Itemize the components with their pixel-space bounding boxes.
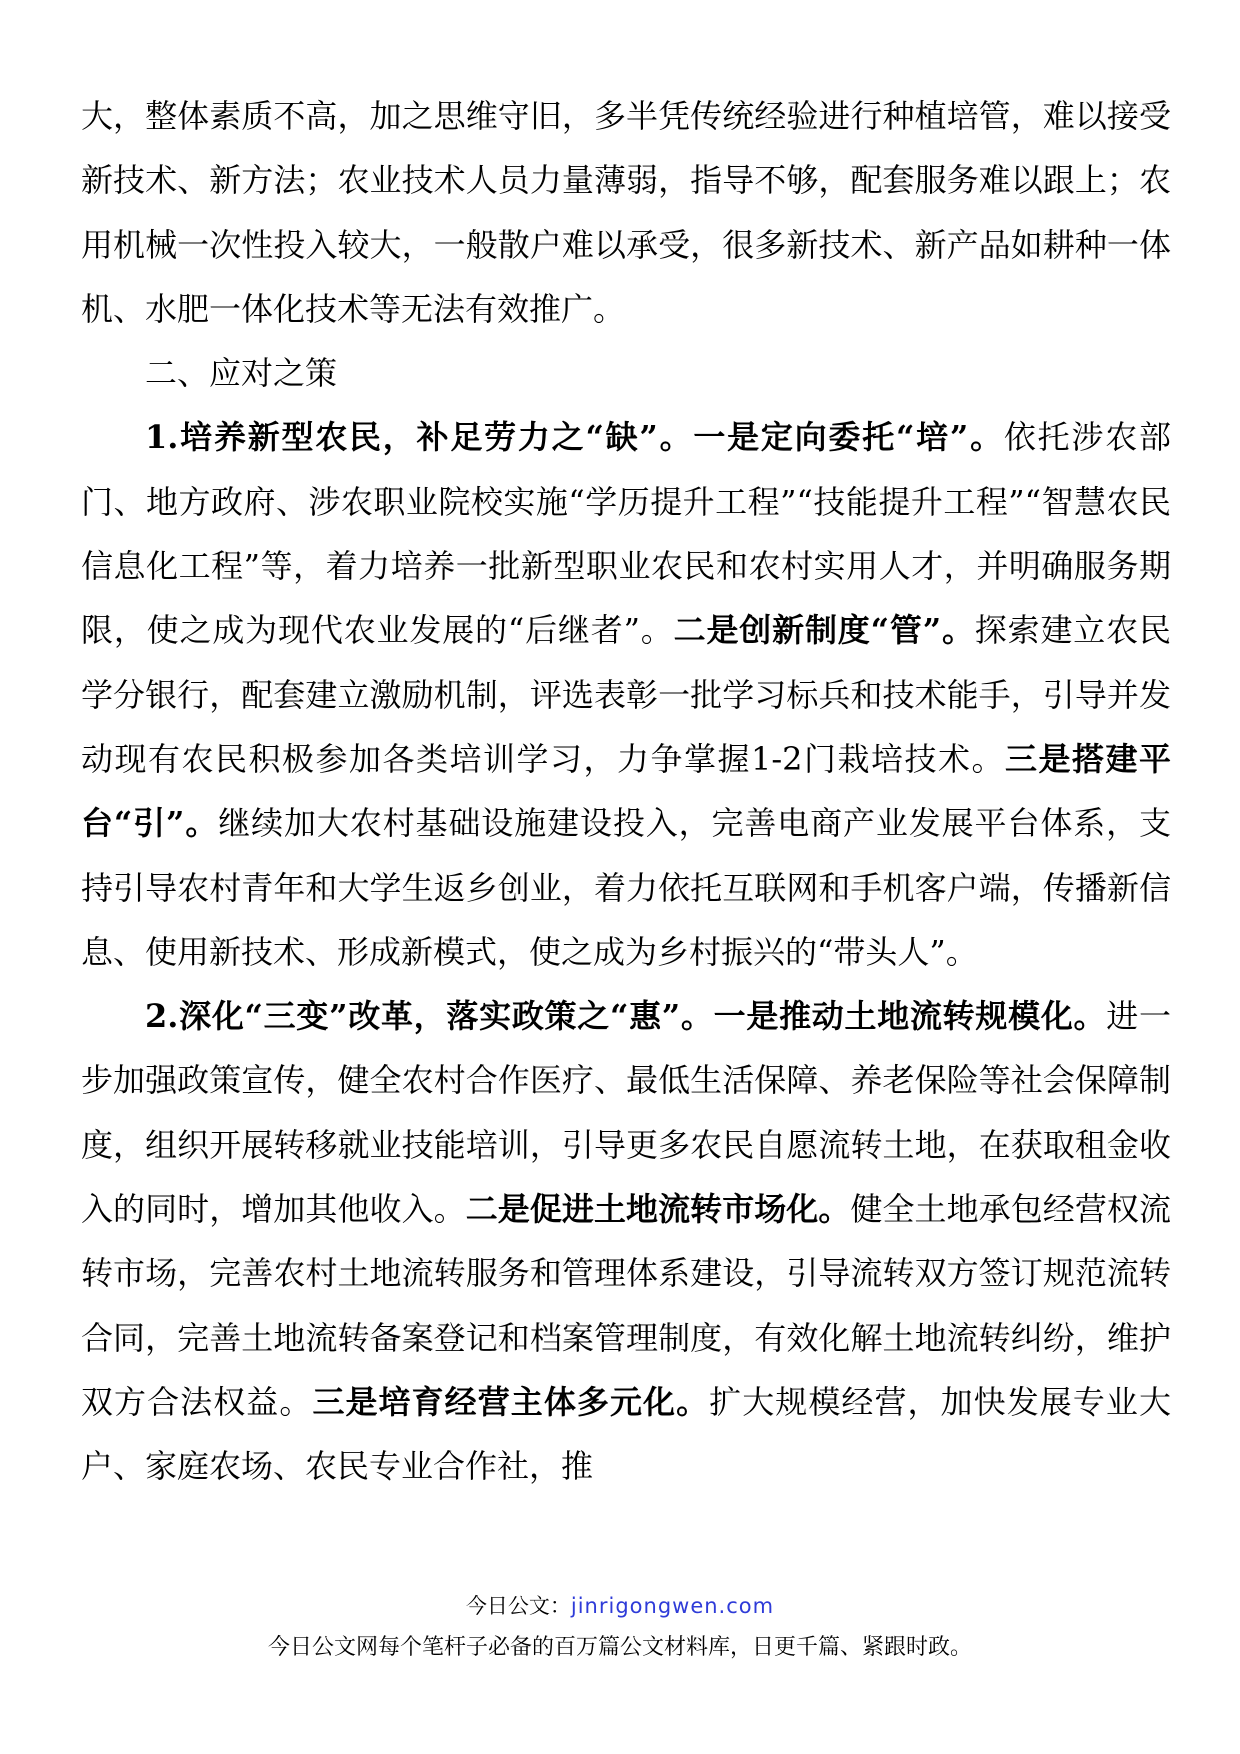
item2-sub3-text: 扩大规模经营，加快发展专业大户、家庭农场、农民专业合作社，推 — [81, 1382, 1171, 1486]
intro-paragraph: 大，整体素质不高，加之思维守旧，多半凭传统经验进行种植培管，难以接受新技术、新方法；农业技术人员力量薄弱，指导不够，配套服务难以跟上；农用机械一次性投入较大，一般散户难以承受，很多新技术、新产品如耕种一体机、水肥一体化技术等无法有效推广。 — [81, 97, 1171, 328]
item1-paragraph — [81, 405, 1171, 984]
document-body — [81, 84, 1171, 1499]
item1-sub2-title: 二是创新制度“管”。 — [673, 611, 975, 650]
item1-sub3-title: 三是搭建平台“引”。 — [81, 739, 1171, 843]
item2-sub2-title: 二是促进土地流转市场化。 — [465, 1190, 851, 1229]
footer-site-link[interactable]: jinrigongwen.com — [570, 1594, 775, 1618]
item2-paragraph — [81, 984, 1171, 1498]
item1-sub1-text: 依托涉农部门、地方政府、涉农职业院校实施“学历提升工程”“技能提升工程”“智慧农民信息化工程”等，着力培养一批新型职业农民和农村实用人才，并明确服务期限，使之成为现代农业发展的“后继者”。 — [81, 418, 1171, 650]
item2-sub1-text: 进一步加强政策宣传，健全农村合作医疗、最低生活保障、养老保险等社会保障制度，组织开展转移就业技能培训，引导更多农民自愿流转土地，在获取租金收入的同时，增加其他收入。 — [81, 997, 1171, 1229]
footer-site — [0, 1590, 1240, 1620]
footer-site-label: 今日公文： — [465, 1594, 571, 1618]
section-heading: 二、应对之策 — [145, 354, 338, 393]
item2-title: 2.深化“三变”改革，落实政策之“惠”。 — [145, 997, 714, 1036]
footer-slogan: 今日公文网每个笔杆子必备的百万篇公文材料库，日更千篇、紧跟时政。 — [267, 1635, 972, 1660]
item2-sub1-title: 一是推动土地流转规模化。 — [713, 997, 1107, 1036]
item2-sub2-text: 健全土地承包经营权流转市场，完善农村土地流转服务和管理体系建设，引导流转双方签订规范流转合同，完善土地流转备案登记和档案管理制度，有效化解土地流转纠纷，维护双方合法权益。 — [81, 1190, 1171, 1421]
item1-sub2-text: 探索建立农民学分银行，配套建立激励机制，评选表彰一批学习标兵和技术能手，引导并发动现有农民积极参加各类培训学习，力争掌握1-2门栽培技术。 — [81, 611, 1171, 778]
item1-sub1-title: 一是定向委托“培”。 — [693, 418, 1004, 457]
item2-sub3-title: 三是培育经营主体多元化。 — [312, 1382, 710, 1421]
item1-sub3-text: 继续加大农村基础设施建设投入，完善电商产业发展平台体系，支持引导农村青年和大学生返乡创业，着力依托互联网和手机客户端，传播新信息、使用新技术、形成新模式，使之成为乡村振兴的“带头人”。 — [81, 804, 1171, 971]
item1-title: 1.培养新型农民，补足劳力之“缺”。 — [145, 418, 694, 457]
